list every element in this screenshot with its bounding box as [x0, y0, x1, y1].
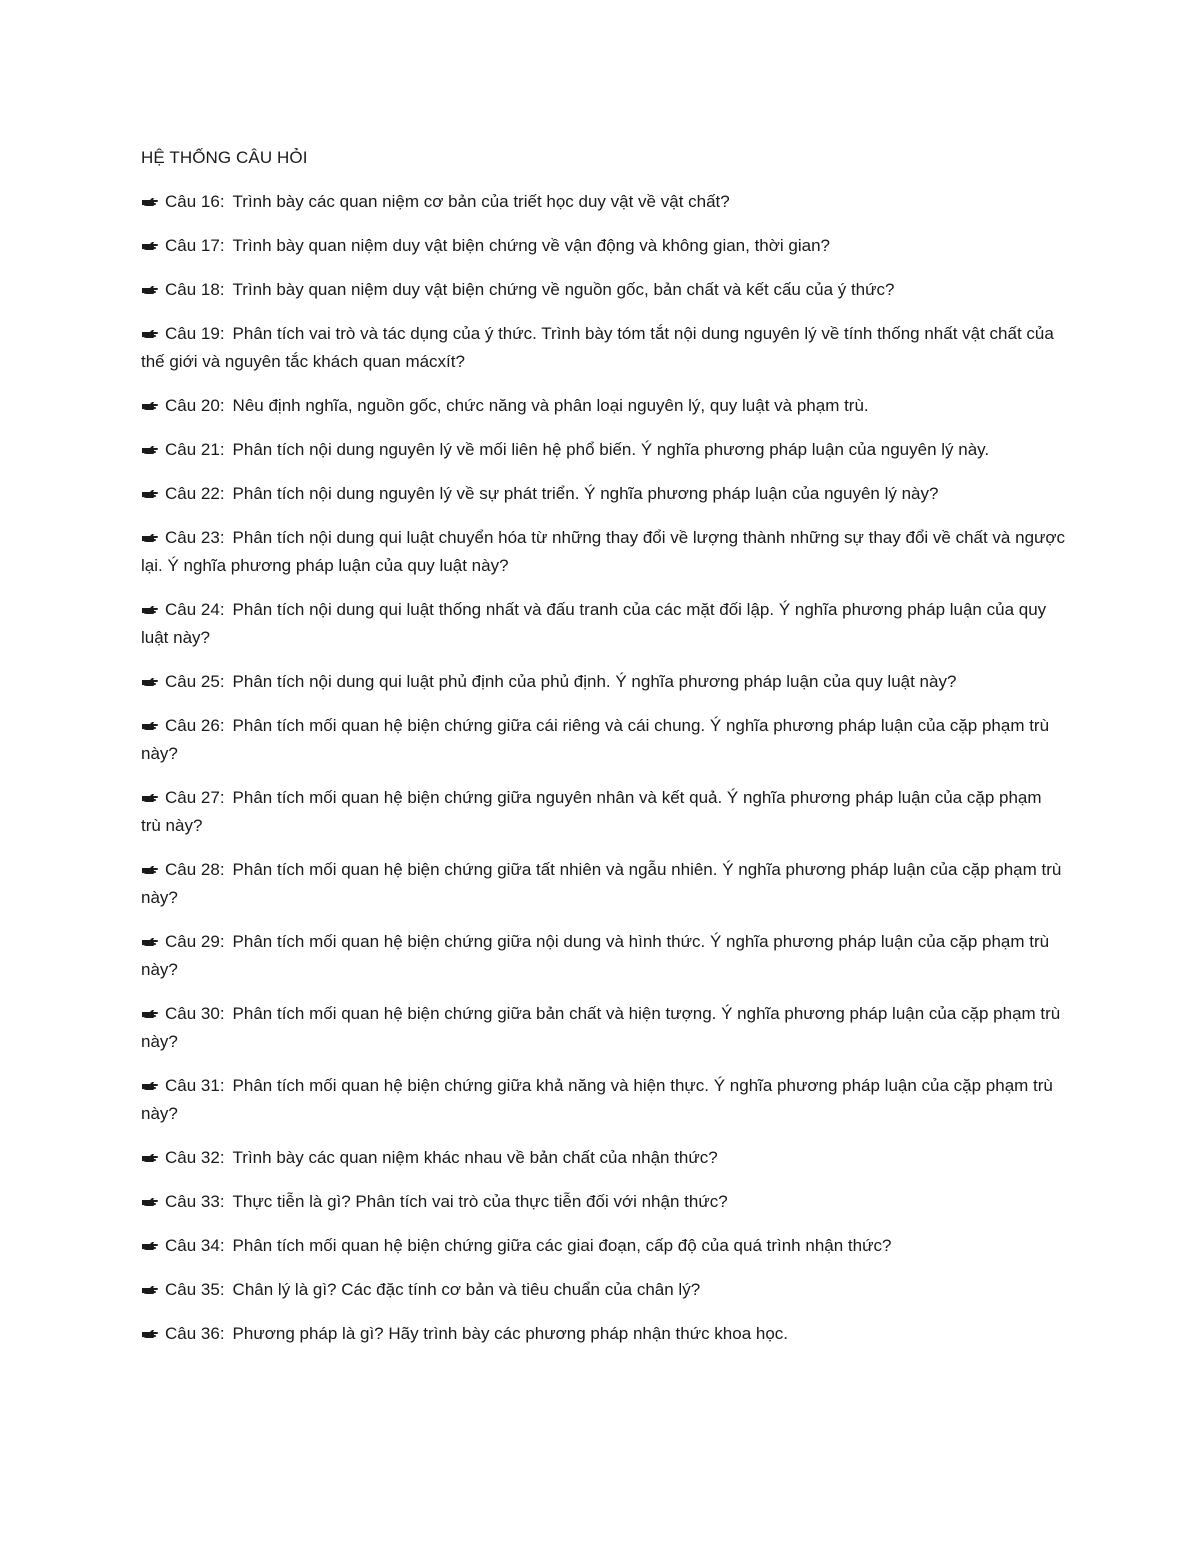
- pointing-hand-icon: [141, 1240, 159, 1252]
- pointing-hand-icon: [141, 284, 159, 296]
- pointing-hand-icon: [141, 604, 159, 616]
- question-item: [141, 1000, 1066, 1056]
- pointing-hand-icon: [141, 676, 159, 688]
- pointing-hand-icon: [141, 400, 159, 412]
- question-item: [141, 392, 1066, 420]
- question-item: [141, 524, 1066, 580]
- question-item: [141, 928, 1066, 984]
- question-list: [141, 188, 1066, 1348]
- pointing-hand-icon: [141, 196, 159, 208]
- question-text: Phân tích nội dung nguyên lý về mối liên hệ phổ biến. Ý nghĩa phương pháp luận của nguyên lý này.: [232, 440, 990, 459]
- question-text: Phân tích nội dung qui luật chuyển hóa từ những thay đổi về lượng thành những sự thay đổi về chất và ngược lại. Ý nghĩa phương pháp luận của quy luật này?: [141, 528, 1066, 575]
- question-number: Câu 20:: [165, 396, 225, 415]
- question-number: Câu 34:: [165, 1236, 225, 1255]
- pointing-hand-icon: [141, 1196, 159, 1208]
- pointing-hand-icon: [141, 488, 159, 500]
- question-text: Phân tích vai trò và tác dụng của ý thức. Trình bày tóm tắt nội dung nguyên lý về tính thống nhất vật chất của thế giới và nguyên tắc khách quan mácxít?: [141, 324, 1054, 371]
- question-number: Câu 22:: [165, 484, 225, 503]
- question-item: [141, 596, 1066, 652]
- question-number: Câu 26:: [165, 716, 225, 735]
- question-number: Câu 36:: [165, 1324, 225, 1343]
- question-number: Câu 35:: [165, 1280, 225, 1299]
- question-item: [141, 276, 1066, 304]
- question-item: [141, 1072, 1066, 1128]
- question-text: Thực tiễn là gì? Phân tích vai trò của thực tiễn đối với nhận thức?: [232, 1192, 728, 1211]
- question-text: Phân tích mối quan hệ biện chứng giữa bản chất và hiện tượng. Ý nghĩa phương pháp luận của cặp phạm trù này?: [141, 1004, 1061, 1051]
- question-item: [141, 320, 1066, 376]
- pointing-hand-icon: [141, 792, 159, 804]
- pointing-hand-icon: [141, 1328, 159, 1340]
- question-number: Câu 32:: [165, 1148, 225, 1167]
- question-number: Câu 21:: [165, 440, 225, 459]
- question-number: Câu 33:: [165, 1192, 225, 1211]
- pointing-hand-icon: [141, 720, 159, 732]
- question-text: Trình bày quan niệm duy vật biện chứng về nguồn gốc, bản chất và kết cấu của ý thức?: [232, 280, 895, 299]
- document-content: [141, 144, 1066, 1364]
- question-item: [141, 1188, 1066, 1216]
- question-item: [141, 668, 1066, 696]
- question-item: [141, 856, 1066, 912]
- pointing-hand-icon: [141, 1080, 159, 1092]
- question-text: Nêu định nghĩa, nguồn gốc, chức năng và phân loại nguyên lý, quy luật và phạm trù.: [232, 396, 869, 415]
- question-item: [141, 188, 1066, 216]
- question-item: [141, 1320, 1066, 1348]
- question-text: Phân tích mối quan hệ biện chứng giữa nội dung và hình thức. Ý nghĩa phương pháp luận của cặp phạm trù này?: [141, 932, 1050, 979]
- question-text: Phân tích mối quan hệ biện chứng giữa nguyên nhân và kết quả. Ý nghĩa phương pháp luận của cặp phạm trù này?: [141, 788, 1042, 835]
- question-number: Câu 18:: [165, 280, 225, 299]
- question-item: [141, 436, 1066, 464]
- pointing-hand-icon: [141, 1152, 159, 1164]
- question-text: Phân tích nội dung nguyên lý về sự phát triển. Ý nghĩa phương pháp luận của nguyên lý này?: [232, 484, 939, 503]
- question-item: [141, 480, 1066, 508]
- question-number: Câu 30:: [165, 1004, 225, 1023]
- question-item: [141, 1232, 1066, 1260]
- question-text: Phân tích mối quan hệ biện chứng giữa tất nhiên và ngẫu nhiên. Ý nghĩa phương pháp luận của cặp phạm trù này?: [141, 860, 1062, 907]
- pointing-hand-icon: [141, 1284, 159, 1296]
- question-text: Phân tích nội dung qui luật thống nhất và đấu tranh của các mặt đối lập. Ý nghĩa phương pháp luận của quy luật này?: [141, 600, 1047, 647]
- question-text: Phân tích mối quan hệ biện chứng giữa các giai đoạn, cấp độ của quá trình nhận thức?: [232, 1236, 892, 1255]
- question-item: [141, 232, 1066, 260]
- question-number: Câu 31:: [165, 1076, 225, 1095]
- question-number: Câu 24:: [165, 600, 225, 619]
- question-number: Câu 16:: [165, 192, 225, 211]
- question-text: Phân tích mối quan hệ biện chứng giữa khả năng và hiện thực. Ý nghĩa phương pháp luận của cặp phạm trù này?: [141, 1076, 1053, 1123]
- document-title: HỆ THỐNG CÂU HỎI: [141, 148, 308, 167]
- question-text: Phân tích nội dung qui luật phủ định của phủ định. Ý nghĩa phương pháp luận của quy luật này?: [232, 672, 957, 691]
- question-number: Câu 23:: [165, 528, 225, 547]
- question-item: [141, 1276, 1066, 1304]
- question-item: [141, 784, 1066, 840]
- question-number: Câu 17:: [165, 236, 225, 255]
- question-item: [141, 712, 1066, 768]
- question-item: [141, 1144, 1066, 1172]
- question-text: Trình bày các quan niệm khác nhau về bản chất của nhận thức?: [232, 1148, 718, 1167]
- question-text: Trình bày quan niệm duy vật biện chứng về vận động và không gian, thời gian?: [232, 236, 831, 255]
- pointing-hand-icon: [141, 444, 159, 456]
- question-text: Chân lý là gì? Các đặc tính cơ bản và tiêu chuẩn của chân lý?: [232, 1280, 701, 1299]
- pointing-hand-icon: [141, 1008, 159, 1020]
- question-text: Phân tích mối quan hệ biện chứng giữa cái riêng và cái chung. Ý nghĩa phương pháp luận của cặp phạm trù này?: [141, 716, 1050, 763]
- question-number: Câu 27:: [165, 788, 225, 807]
- question-number: Câu 19:: [165, 324, 225, 343]
- question-number: Câu 25:: [165, 672, 225, 691]
- question-text: Trình bày các quan niệm cơ bản của triết học duy vật về vật chất?: [232, 192, 730, 211]
- pointing-hand-icon: [141, 864, 159, 876]
- pointing-hand-icon: [141, 532, 159, 544]
- question-text: Phương pháp là gì? Hãy trình bày các phương pháp nhận thức khoa học.: [232, 1324, 789, 1343]
- pointing-hand-icon: [141, 328, 159, 340]
- pointing-hand-icon: [141, 240, 159, 252]
- pointing-hand-icon: [141, 936, 159, 948]
- question-number: Câu 29:: [165, 932, 225, 951]
- question-number: Câu 28:: [165, 860, 225, 879]
